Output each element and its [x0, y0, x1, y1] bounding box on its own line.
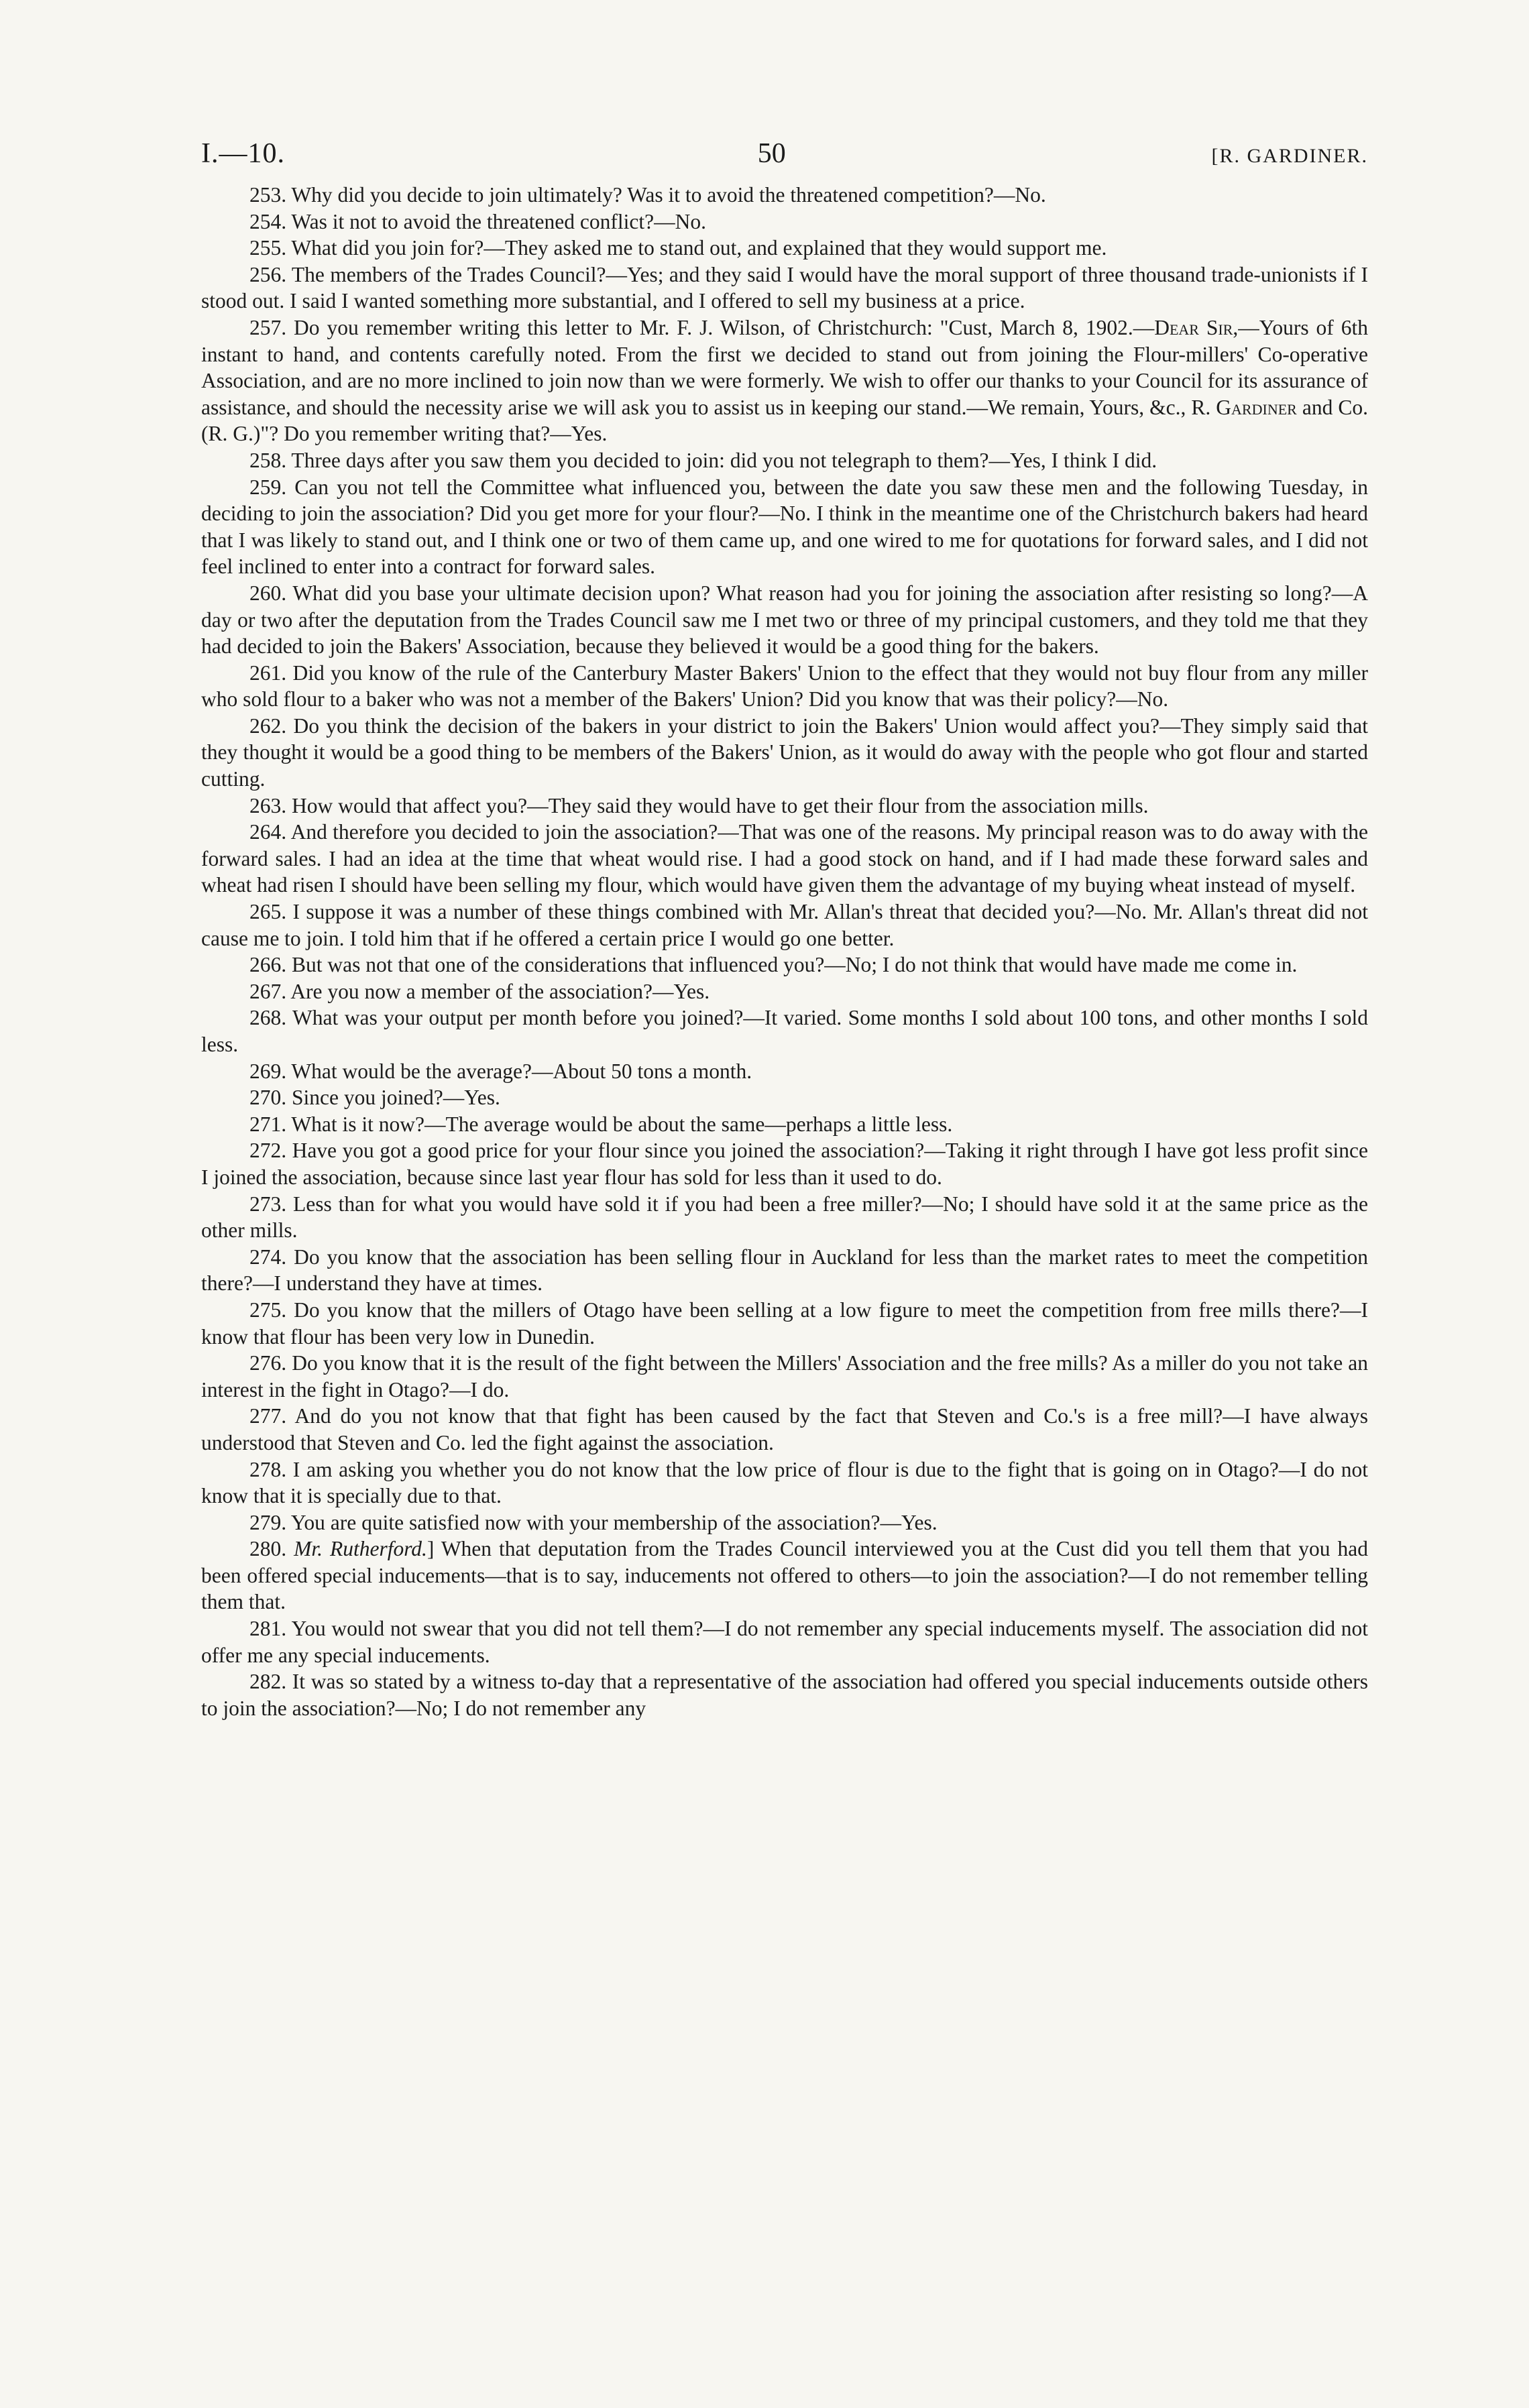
question-253: 253. Why did you decide to join ultimately? Was it to avoid the threatened competition?—No.	[249, 183, 1046, 207]
question-271: 271. What is it now?—The average would be about the same—perhaps a little less.	[249, 1112, 953, 1136]
witness-name: [R. GARDINER.	[1211, 145, 1368, 167]
question-273: 273. Less than for what you would have sold it if you had been a free miller?—No; I should have sold it at the same price as the other mills.	[201, 1192, 1368, 1243]
question-278: 278. I am asking you whether you do not know that the low price of flour is due to the fight that is going on in Otago?—I do not know that it is specially due to that.	[201, 1457, 1368, 1508]
question-262: 262. Do you think the decision of the bakers in your district to join the Bakers' Union would affect you?—They simply said that they thought it would be a good thing to be members of the Bakers' Union, as it would do away with the people who got flour and started cutting.	[201, 713, 1368, 791]
question-263: 263. How would that affect you?—They said they would have to get their flour from the association mills.	[249, 793, 1149, 817]
question-256: 256. The members of the Trades Council?—Yes; and they said I would have the moral support of three thousand trade-unionists if I stood out. I said I wanted something more substantial, and I offered to sell my business at a price.	[201, 262, 1368, 313]
question-275: 275. Do you know that the millers of Otago have been selling at a low figure to meet the competition from free mills there?—I know that flour has been very low in Dunedin.	[201, 1298, 1368, 1349]
question-281: 281. You would not swear that you did not tell them?—I do not remember any special inducements myself. The association did not offer me any special inducements.	[201, 1617, 1368, 1667]
question-267: 267. Are you now a member of the association?—Yes.	[249, 979, 710, 1003]
question-255: 255. What did you join for?—They asked me to stand out, and explained that they would support me.	[249, 236, 1107, 260]
question-272: 272. Have you got a good price for your flour since you joined the association?—Taking it right through I have got less profit since I joined the association, because since last year flour has sold for less than it used to do.	[201, 1139, 1368, 1189]
question-259: 259. Can you not tell the Committee what influenced you, between the date you saw these men and the following Tuesday, in deciding to join the association? Did you get more for your flour?—No. I think in the meantime one of the Christchurch bakers had heard that I was likely to stand out, and I think one or two of them came up, and one wired to me for quotations for forward sales, and I did not feel inclined to enter into a contract for forward sales.	[201, 475, 1368, 579]
question-269: 269. What would be the average?—About 50 tons a month.	[249, 1059, 752, 1083]
question-280: 280. Mr. Rutherford.] When that deputation from the Trades Council interviewed you at the Cust did you tell them that you had been offered special inducements—that is to say, inducements not offered to others—to join the association?—I do not remember telling them that.	[201, 1537, 1368, 1614]
question-268: 268. What was your output per month before you joined?—It varied. Some months I sold about 100 tons, and other months I sold less.	[201, 1006, 1368, 1056]
question-276: 276. Do you know that it is the result of the fight between the Millers' Association and the free mills? As a miller do you not take an interest in the fight in Otago?—I do.	[201, 1351, 1368, 1401]
question-277: 277. And do you not know that that fight has been caused by the fact that Steven and Co.'s is a free mill?—I have always understood that Steven and Co. led the fight against the association.	[201, 1404, 1368, 1454]
page-number: 50	[757, 138, 786, 169]
question-260: 260. What did you base your ultimate decision upon? What reason had you for joining the association after resisting so long?—A day or two after the deputation from the Trades Council saw me I met two or three of my principal customers, and they told me that they had decided to join the Bakers' Association, because they believed it would be a good thing for the bakers.	[201, 581, 1368, 658]
document-page	[201, 137, 1368, 1721]
question-270: 270. Since you joined?—Yes.	[249, 1086, 500, 1110]
question-254: 254. Was it not to avoid the threatened conflict?—No.	[249, 209, 706, 233]
question-279: 279. You are quite satisfied now with your membership of the association?—Yes.	[249, 1510, 938, 1534]
question-265: 265. I suppose it was a number of these things combined with Mr. Allan's threat that decided you?—No. Mr. Allan's threat did not cause me to join. I told him that if he offered a certain price I would go one better.	[201, 900, 1368, 950]
question-258: 258. Three days after you saw them you decided to join: did you not telegraph to them?—Yes, I think I did.	[249, 448, 1157, 472]
testimony-body	[201, 182, 1368, 1721]
paper-reference: I.—10.	[201, 138, 285, 169]
question-257: 257. Do you remember writing this letter to Mr. F. J. Wilson, of Christchurch: "Cust, March 8, 1902.—Dear Sir,—Yours of 6th instant to hand, and contents carefully noted. From the first we decided to stand out from joining the Flour-millers' Co-operative Association, and are no more inclined to join now than we were formerly. We wish to offer our thanks to your Council for its assurance of assistance, and should the necessity arise we will ask you to assist us in keeping our stand.—We remain, Yours, &c., R. Gardiner and Co. (R. G.)"? Do you remember writing that?—Yes.	[201, 315, 1368, 446]
question-261: 261. Did you know of the rule of the Canterbury Master Bakers' Union to the effect that they would not buy flour from any miller who sold flour to a baker who was not a member of the Bakers' Union? Did you know that was their policy?—No.	[201, 661, 1368, 711]
question-264: 264. And therefore you decided to join the association?—That was one of the reasons. My principal reason was to do away with the forward sales. I had an idea at the time that wheat would rise. I had a good stock on hand, and if I had made these forward sales and wheat had risen I should have been selling my flour, which would have given them the advantage of my buying wheat instead of myself.	[201, 820, 1368, 897]
question-266: 266. But was not that one of the considerations that influenced you?—No; I do not think that would have made me come in.	[249, 953, 1298, 977]
question-282: 282. It was so stated by a witness to-day that a representative of the association had offered you special inducements outside others to join the association?—No; I do not remember any	[201, 1670, 1368, 1720]
question-274: 274. Do you know that the association has been selling flour in Auckland for less than the market rates to meet the competition there?—I understand they have at times.	[201, 1245, 1368, 1296]
page-header	[201, 137, 1368, 170]
